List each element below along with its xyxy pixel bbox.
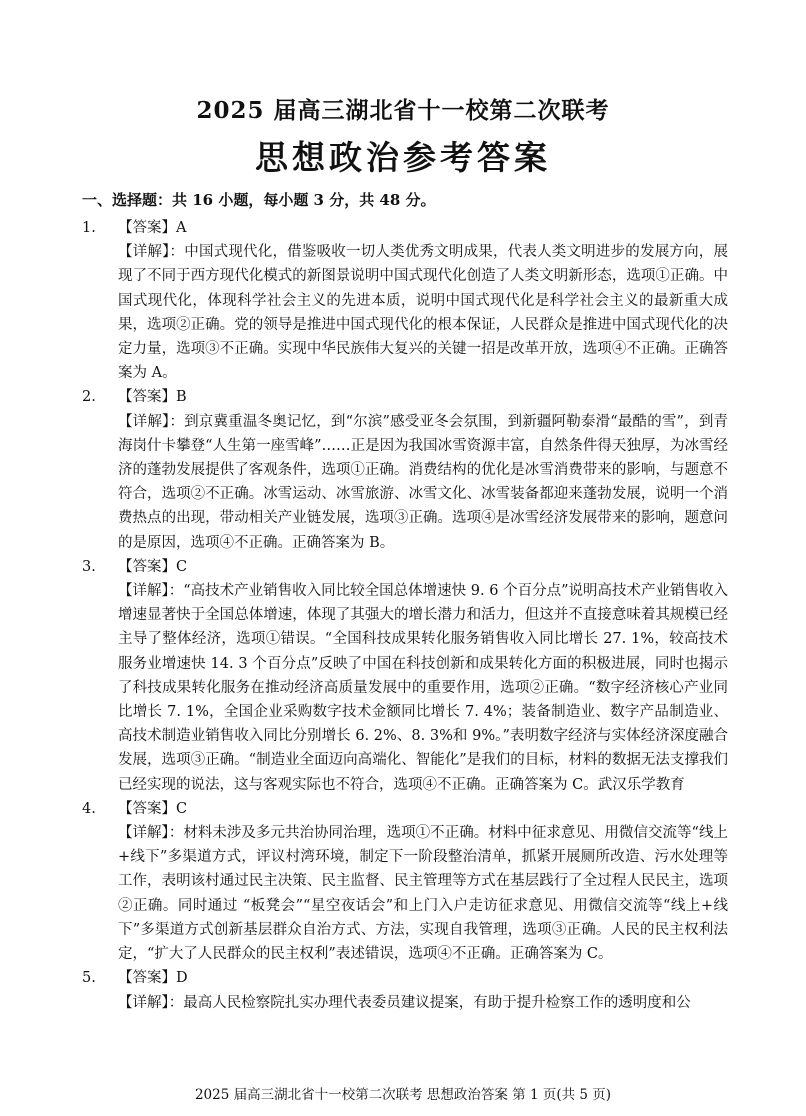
answer-list <box>82 216 728 1015</box>
question-number: 1. <box>82 220 96 236</box>
answer-label: 【答案】B <box>118 389 187 406</box>
document-subtitle: 思想政治参考答案 <box>255 138 551 177</box>
answer-label: 【答案】C <box>118 558 188 575</box>
question-item-4 <box>82 797 728 966</box>
document-title: 2025 届高三湖北省十一校第二次联考 <box>196 97 610 124</box>
answer-detail: 【详解】：“高技术产业销售收入同比较全国总体增速快 9. 6 个百分点”说明高技术产业销售收入增速显著快于全国总体增速，体现了其强大的增长潜力和活力，但这并不直接意味着其规模已经主导了整体经济，选项①错误。“全国科技成果转化服务销售收入同比增长 27. 1%，较高技术服务业增速快 14. 3 个百分点”反映了中国在科技创新和成果转化方面的积极进展，同时也揭示了科技成果转化服务在推动经济高质量发展中的重要作用，选项②正确。“数字经济核心产业同比增长 7. 1%，全国企业采购数字技术金额同比增长 7. 4%；装备制造业、数字产品制造业、高技术制造业销售收入同比分别增长 6. 2%、8. 3%和 9%。”表明数字经济与实体经济深度融合发展，选项③正确。“制造业全面迈向高端化、智能化”是我们的目标，材料的数据无法支撑我们已经实现的说法，这与客观实际也不符合，选项④不正确。正确答案为 C。武汉乐学教育 <box>118 583 728 793</box>
question-item-5 <box>82 966 728 1014</box>
question-number: 4. <box>82 800 96 817</box>
answer-label: 【答案】C <box>118 800 188 817</box>
question-number: 3. <box>82 558 96 575</box>
question-item-1 <box>82 216 728 385</box>
answer-detail: 【详解】：材料未涉及多元共治协同治理，选项①不正确。材料中征求意见、用微信交流等“线上+线下”多渠道方式，评议村湾环境，制定下一阶段整治清单，抓紧开展厕所改造、污水处理等工作，表明该村通过民主决策、民主监督、民主管理等方式在基层践行了全过程人民民主，选项②正确。同时通过 “板凳会”“星空夜话会”和上门入户走访征求意见、用微信交流等“线上+线下”多渠道方式创新基层群众自治方式、方法，实现自我管理，选项③正确。人民的民主权利法定，“扩大了人民群众的民主权利”表述错误，选项④不正确。正确答案为 C。 <box>118 825 728 963</box>
page-footer: 2025 届高三湖北省十一校第二次联考 思想政治答案 第 1 页(共 5 页) <box>194 1087 612 1103</box>
question-number: 5. <box>82 970 96 987</box>
question-item-2 <box>82 385 728 554</box>
answer-detail: 【详解】：最高人民检察院扎实办理代表委员建议提案，有助于提升检察工作的透明度和公 <box>118 994 691 1011</box>
answer-detail: 【详解】：中国式现代化，借鉴吸收一切人类优秀文明成果，代表人类文明进步的发展方向，展现了不同于西方现代化模式的新图景说明中国式现代化创造了人类文明新形态，选项①正确。中国式现代化，体现科学社会主义的先进本质，说明中国式现代化是科学社会主义的最新重大成果，选项②正确。党的领导是推进中国式现代化的根本保证，人民群众是推进中国式现代化的决定力量，选项③不正确。实现中华民族伟大复兴的关键一招是改革开放，选项④不正确。正确答案为 A。 <box>118 244 728 382</box>
answer-label: 【答案】A <box>118 220 187 236</box>
question-item-3 <box>82 555 728 797</box>
question-number: 2. <box>82 389 96 406</box>
answer-label: 【答案】D <box>118 970 188 987</box>
answer-detail: 【详解】：到京冀重温冬奥记忆，到“尔滨”感受亚冬会氛围，到新疆阿勒泰滑“最酷的雪”，到青海岗什卡攀登“人生第一座雪峰”……正是因为我国冰雪资源丰富，自然条件得天独厚，为冰雪经济的蓬勃发展提供了客观条件，选项①正确。消费结构的优化是冰雪消费带来的影响，与题意不符合，选项②不正确。冰雪运动、冰雪旅游、冰雪文化、冰雪装备都迎来蓬勃发展，说明一个消费热点的出现，带动相关产业链发展，选项③正确。选项④是冰雪经济发展带来的影响，题意问的是原因，选项④不正确。正确答案为 B。 <box>118 413 728 551</box>
section-heading: 一、选择题：共 16 小题，每小题 3 分，共 48 分。 <box>82 191 436 209</box>
